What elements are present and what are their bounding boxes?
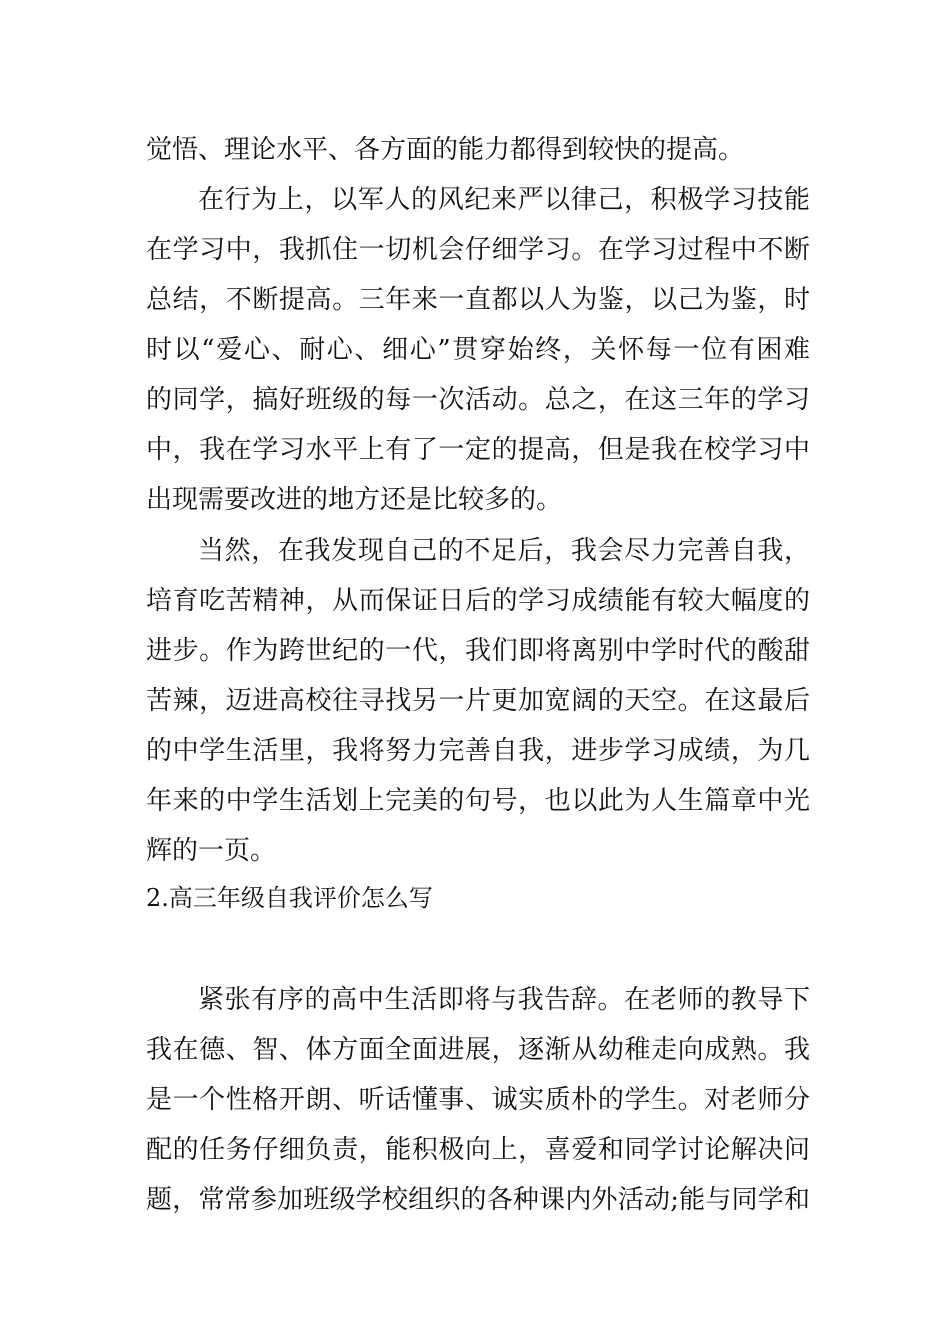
paragraph-line: 的中学生活里，我将努力完善自我，进步学习成绩，为几: [146, 736, 810, 766]
paragraph-line: 配的任务仔细负责，能积极向上，喜爱和同学讨论解决问: [146, 1135, 810, 1165]
paragraph-line: 题，常常参加班级学校组织的各种课内外活动;能与同学和: [146, 1185, 810, 1215]
paragraph-line: 是一个性格开朗、听话懂事、诚实质朴的学生。对老师分: [146, 1085, 810, 1115]
paragraph-line: 在学习中，我抓住一切机会仔细学习。在学习过程中不断: [146, 235, 810, 265]
paragraph-line: 进步。作为跨世纪的一代，我们即将离别中学时代的酸甜: [146, 636, 810, 666]
paragraph-line: 年来的中学生活划上完美的句号，也以此为人生篇章中光: [146, 786, 810, 816]
paragraph-line: 在行为上，以军人的风纪来严以律己，积极学习技能: [198, 185, 810, 215]
paragraph-line: 出现需要改进的地方还是比较多的。: [146, 485, 563, 515]
paragraph-line: 辉的一页。: [146, 836, 277, 866]
paragraph-line: 中，我在学习水平上有了一定的提高，但是我在校学习中: [146, 435, 810, 465]
paragraph-line: 总结，不断提高。三年来一直都以人为鉴，以己为鉴，时: [146, 285, 810, 315]
paragraph-line: 培育吃苦精神，从而保证日后的学习成绩能有较大幅度的: [146, 586, 810, 616]
paragraph-line: 觉悟、理论水平、各方面的能力都得到较快的提高。: [146, 135, 745, 165]
paragraph-line: 当然，在我发现自己的不足后，我会尽力完善自我，: [198, 536, 810, 566]
paragraph-line: 时以“爱心、耐心、细心”贯穿始终，关怀每一位有困难: [146, 335, 810, 365]
paragraph-line: 的同学，搞好班级的每一次活动。总之，在这三年的学习: [146, 385, 810, 415]
paragraph-line: 紧张有序的高中生活即将与我告辞。在老师的教导下: [198, 985, 810, 1015]
paragraph-line: 苦辣，迈进高校往寻找另一片更加宽阔的天空。在这最后: [146, 686, 810, 716]
section-heading: 2.高三年级自我评价怎么写: [146, 884, 433, 912]
paragraph-line: 我在德、智、体方面全面进展，逐渐从幼稚走向成熟。我: [146, 1035, 810, 1065]
